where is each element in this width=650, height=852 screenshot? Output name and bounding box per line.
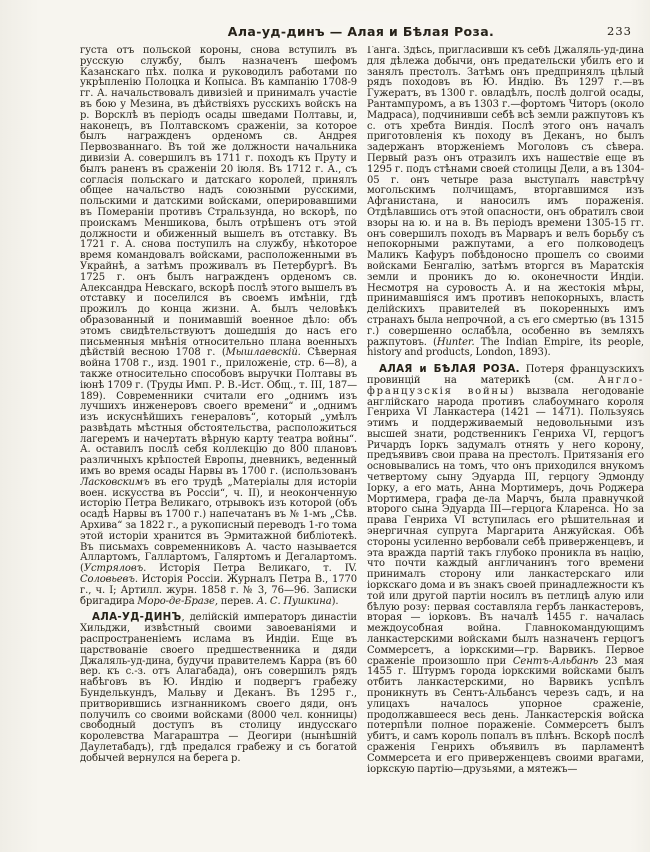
- text-segment: Сентъ-Альбанѣ: [512, 655, 599, 667]
- right-column: [367, 46, 644, 842]
- text-segment: Моро-де-Бразе,: [137, 595, 218, 607]
- text-segment: Потеря французскихъ провинцій на материкѣ (см.: [367, 364, 644, 386]
- page-number: 233: [607, 24, 632, 38]
- page-title: Ала-уд-динъ — Алая и Бѣлая Роза.: [227, 24, 495, 39]
- text-segment: , делійскій императоръ династіи Хильджи, извѣстный своими завоеваніями и распространеніемъ ислама въ Индіи. Еще въ царствованіе своего предшественника и дяди Джаляль-уд-дина, будучи правителемъ Карра (въ 60 вер. къ с.-з. отъ Алагабада), онъ совершилъ рядъ набѣговъ въ Ю. Индію и подвергъ грабежу Бунделькундъ, Мальву и Деканъ. Въ 1295 г., притворившись изгнанникомъ своего дяди, онъ получилъ со своими войсками (8000 чел. конницы) свободный доступъ въ столицу индусскаго королевства Магараштра — Деогири (нынѣшній Даулетабадъ), гдѣ предался грабежу и съ богатой добычей вернулся на берега р.: [80, 612, 357, 764]
- text-segment: А. С. Пушкина: [256, 595, 332, 607]
- text-segment: The Indian Empire, its people, history and products, London, 1893).: [367, 336, 644, 359]
- text-segment: 23 мая 1455 г. Штурмъ города іоркскими войсками былъ отбитъ ланкастерскими, но Варвикъ успѣлъ проникнуть въ Сентъ-Альбансъ черезъ садъ, и на улицахъ началось упорное сраженіе, продолжавшееся весь день. Ланкастерскія войска потерпѣли полное пораженіе. Соммерсетъ былъ убитъ, и самъ король попалъ въ плѣнъ. Вскорѣ послѣ сраженія Генрихъ объявилъ въ парламентѣ Соммерсета и его приверженцевъ своими врагами, іоркскую партію—друзьями, а мятежъ—: [367, 655, 644, 775]
- running-head: [80, 24, 642, 42]
- text-segment: Исторія Петра Великаго, т. IV.: [146, 563, 357, 575]
- paragraph: [367, 364, 644, 775]
- text-segment: Устряловъ.: [83, 563, 147, 575]
- text-segment: Мышлаевскій.: [225, 347, 301, 359]
- text-columns: [80, 46, 644, 842]
- paragraph: [80, 612, 357, 764]
- text-segment: густа отъ польской короны, снова вступилъ въ русскую службу, былъ назначенъ шефомъ Казанскаго пѣх. полка и руководилъ работами по укрѣпленію Полоцка и Копыса. Въ кампанію 1708-9 гг. А. начальствовалъ дивизіей и принималъ участіе въ бою у Мезина, въ дѣйствіяхъ русскихъ войскъ на р. Ворсклѣ въ періодъ осады шведами Полтавы, и, наконецъ, въ Полтавскомъ сраженіи, за которое былъ награжденъ орденомъ св. Андрея Первозваннаго. Въ той же должности начальника дивизіи А. совершилъ въ 1711 г. походъ къ Пруту и былъ раненъ въ сраженіи 20 іюля. Въ 1712 г. А., съ согласія польскаго и датскаго королей, принялъ общее начальство надъ союзными русскими, польскими и датскими войсками, оперировавшими въ Помераніи противъ Стральзунда, но вскорѣ, по проискамъ Меншикова, былъ отрѣшенъ отъ этой должности и обиженный вышелъ въ отставку. Въ 1721 г. А. снова поступилъ на службу, нѣкоторое время командовалъ войсками, расположенными въ Украйнѣ, а затѣмъ проживалъ въ Петербургѣ. Въ 1725 г. онъ былъ награжденъ орденомъ св. Александра Невскаго, вскорѣ послѣ этого вышелъ въ отставку и поселился въ своемъ имѣніи, гдѣ прожилъ до конца жизни. А. былъ человѣкъ образованный и понимавшій военное дѣло: объ этомъ свидѣтельствуютъ дошедшія до насъ его письменныя мнѣнія относительно плана военныхъ дѣйствій весною 1708 г. (: [80, 46, 357, 359]
- text-segment: ) вызвала негодованіе англійскаго народа противъ слабоумнаго короля Генриха VI Ланкастера (1421 — 1471). Пользуясь этимъ и поддерживаемый недовольными изъ высшей знати, родственникъ Генриха VI, герцогъ Ричардъ Іоркъ задумалъ отнять у него корону, предъявивъ свои права на престолъ. Притязанія его основывались на томъ, что онъ приходился внукомъ четвертому сыну Эдуарда III, герцогу Эдмонду Іорку, а его мать, Анна Мортимеръ, дочь Роджера Мортимера, графа де-ла Марчъ, была правнучкой второго сына Эдуарда III—герцога Кларенса. Но за права Генриха VI вступилась его рѣшительная и энергичная супруга Маргарита Анжуйская. Обѣ стороны усиленно вербовали себѣ приверженцевъ, и эта вражда партій такъ глубоко проникла въ націю, что почти каждый англичанинъ того времени принималъ сторону или ланкастерскаго или іоркскаго дома и въ знакъ своей принадлежности къ той или другой партіи носилъ въ петлицѣ алую или бѣлую розу: первая составляла гербъ ланкастеровъ, вторая — іорковъ. Въ началѣ 1455 г. началась междоусобная война. Главнокомандующимъ ланкастерскими войсками былъ назначенъ герцогъ Соммерсетъ, а іоркскими—гр. Варвикъ. Первое сраженіе произошло при: [367, 385, 644, 667]
- entry-headword: АЛАЯ и БѢЛАЯ РОЗА.: [379, 363, 520, 376]
- text-segment: Ласковскимъ: [80, 476, 150, 488]
- entry-headword: АЛА-УД-ДИНЪ: [92, 611, 182, 624]
- text-segment: Сѣверная война 1708 г., изд. 1901 г., приложеніе, стр. 6—8), а также относительно способовъ выручки Полтавы въ іюнѣ 1709 г. (Труды Имп. Р. В.-Ист. Общ., т. III, 187—189). Современники считали его „однимъ изъ лучшихъ инженеровъ своего времени“ и „однимъ изъ искуснѣйшихъ генераловъ“, который „умѣлъ развѣдать мѣстныя обстоятельства, расположиться лагеремъ и начертать вѣрную карту театра войны“. А. оставилъ послѣ себя коллекцію до 800 плановъ различныхъ крѣпостей Европы, дневникъ, веденный имъ во время осады Нарвы въ 1700 г. (использованъ: [80, 347, 357, 478]
- text-segment: Hunter.: [436, 336, 475, 348]
- text-segment: Соловьевъ.: [80, 574, 138, 586]
- text-segment: перев.: [217, 595, 257, 607]
- left-column: [80, 46, 357, 842]
- text-segment: Ганга. Здѣсь, пригласивши къ себѣ Джаляль-уд-дина для дѣлежа добычи, онъ предательски убилъ его и занялъ престолъ. Затѣмъ онъ предпринялъ цѣлый рядъ походовъ въ Ю. Индію. Въ 1297 г.—въ Гужератъ, въ 1300 г. овладѣлъ, послѣ долгой осады, Рантампуромъ, а въ 1303 г.—фортомъ Читоръ (около Мадраса), подчинивши себѣ всѣ земли ражпутовъ къ с. отъ хребта Виндія. Послѣ этого онъ началъ приготовленія къ походу въ Деканъ, но былъ задержанъ вторженіемъ Моголовъ съ сѣвера. Первый разъ онъ отразилъ ихъ нашествіе еще въ 1295 г. подъ стѣнами своей столицы Дели, а въ 1304-05 г. онъ четыре раза выступалъ навстрѣчу могольскимъ полчищамъ, вторгавшимся изъ Афганистана, и наносилъ имъ пораженія. Отдѣлавшись отъ этой опасности, онъ обратилъ свои взоры на ю. и на в. Въ періодъ времени 1305-15 гг. онъ совершилъ походъ въ Марваръ и велъ борьбу съ непокорными ражпутами, а его полководецъ Маликъ Кафуръ побѣдоносно прошелъ со своими войсками Бенгалію, затѣмъ вторгся въ Маратскія земли и проникъ до ю. оконечности Индіи. Несмотря на суровость А. и на жестокія мѣры, принимавшіяся имъ противъ непокорныхъ, власть делійскихъ правителей въ покоренныхъ имъ странахъ была непрочной, а съ его смертью (въ 1315 г.) совершенно ослабѣла, особенно въ земляхъ ражпутовъ. (: [367, 46, 644, 348]
- paragraph: [367, 46, 644, 359]
- paragraph: [80, 46, 357, 607]
- text-segment: Англо-французскія войны: [367, 374, 644, 397]
- text-segment: въ его трудѣ „Матеріалы для исторіи воен. искусства въ Россіи“, ч. II), и неоконченную исторію Петра Великаго, отрывокъ изъ которой (объ осадѣ Нарвы въ 1700 г.) напечатанъ въ № 1-мъ „Сѣв. Архива“ за 1822 г., а рукописный переводъ 1-го тома этой исторіи хранится въ Эрмитажной библіотекѣ. Въ письмахъ современниковъ А. часто называется Аллартомъ, Галлартомъ, Галяртомъ и Дегалартомъ. (: [80, 476, 357, 575]
- text-segment: Исторія Россіи. Журналъ Петра В., 1770 г., ч. I; Артилл. журн. 1858 г. № 3, 76—96. Записки бригадира: [80, 574, 357, 607]
- text-segment: ).: [331, 595, 339, 607]
